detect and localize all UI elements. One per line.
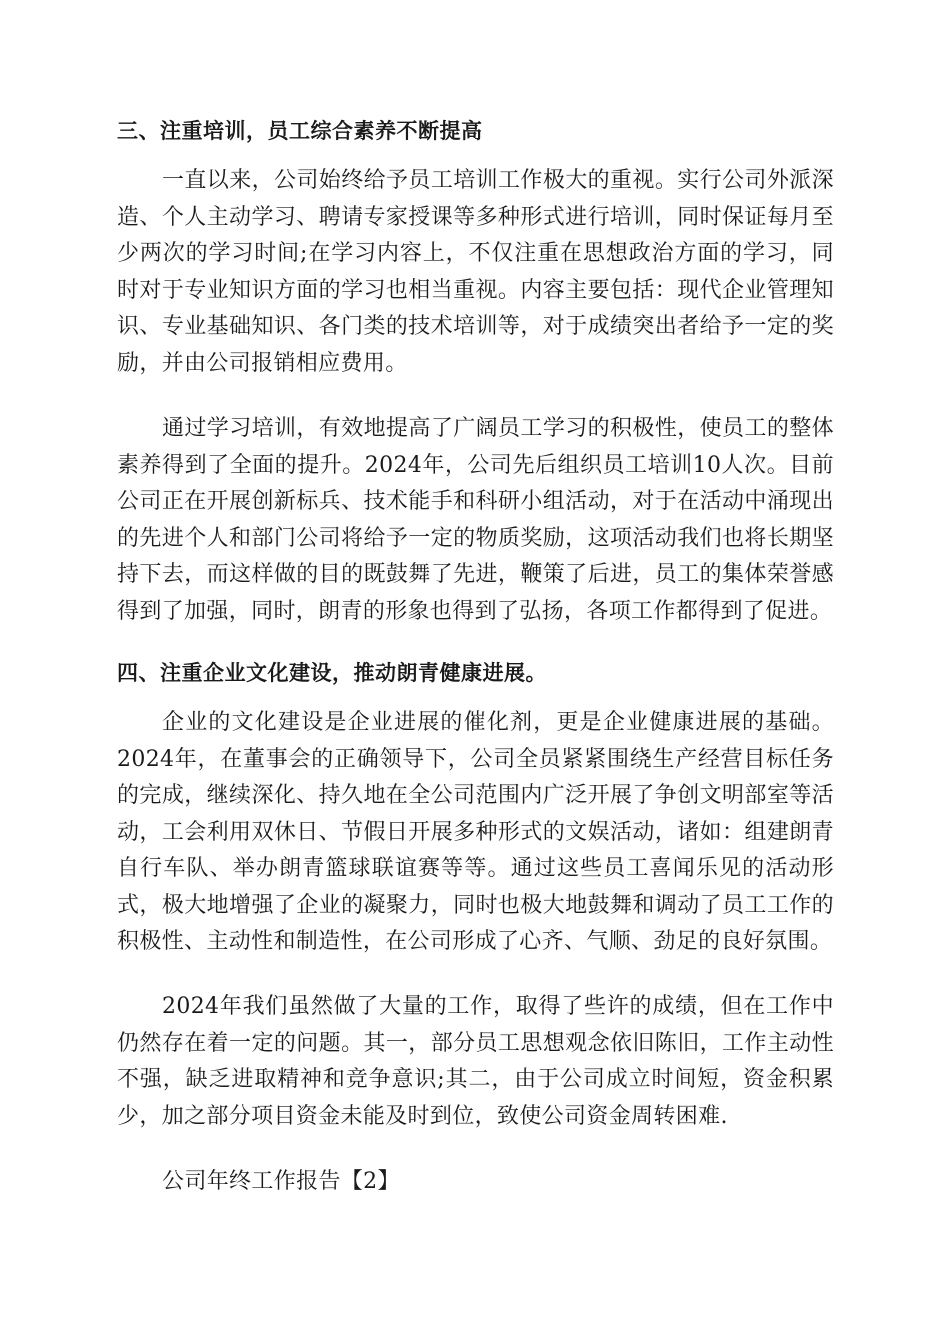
paragraph-training-overview: 一直以来，公司始终给予员工培训工作极大的重视。实行公司外派深造、个人主动学习、聘请专家授课等多种形式进行培训，同时保证每月至少两次的学习时间;在学习内容上，不仅注重在思想政治方面的学习，同时对于专业知识方面的学习也相当重视。内容主要包括：现代企业管理知识、专业基础知识、各门类的技术培训等，对于成绩突出者给予一定的奖励，并由公司报销相应费用。 <box>117 168 834 376</box>
next-report-title: 公司年终工作报告【2】 <box>162 1169 400 1194</box>
paragraph-culture-building: 企业的文化建设是企业进展的催化剂，更是企业健康进展的基础。2024年，在董事会的正确领导下，公司全员紧紧围绕生产经营目标任务的完成，继续深化、持久地在全公司范围内广泛开展了争创文明部室等活动，工会利用双休日、节假日开展多种形式的文娱活动，诸如：组建朗青自行车队、举办朗青篮球联谊赛等等。通过这些员工喜闻乐见的活动形式，极大地增强了企业的凝聚力，同时也极大地鼓舞和调动了员工工作的积极性、主动性和制造性，在公司形成了心齐、气顺、劲足的良好氛围。 <box>117 710 834 954</box>
section-heading-training: 三、注重培训，员工综合素养不断提高 <box>117 119 483 143</box>
paragraph-training-results: 通过学习培训，有效地提高了广阔员工学习的积极性，使员工的整体素养得到了全面的提升。2024年，公司先后组织员工培训10人次。目前公司正在开展创新标兵、技术能手和科研小组活动，对于在活动中涌现出的先进个人和部门公司将给予一定的物质奖励，这项活动我们也将长期坚持下去，而这样做的目的既鼓舞了先进，鞭策了后进，员工的集体荣誉感得到了加强，同时，朗青的形象也得到了弘扬，各项工作都得到了促进。 <box>117 416 834 624</box>
paragraph-problems: 2024年我们虽然做了大量的工作，取得了些许的成绩，但在工作中仍然存在着一定的问题。其一，部分员工思想观念依旧陈旧，工作主动性不强，缺乏进取精神和竞争意识;其二，由于公司成立时间短，资金积累少，加之部分项目资金未能及时到位，致使公司资金周转困难. <box>117 994 834 1129</box>
section-heading-culture: 四、注重企业文化建设，推动朗青健康进展。 <box>117 661 547 685</box>
